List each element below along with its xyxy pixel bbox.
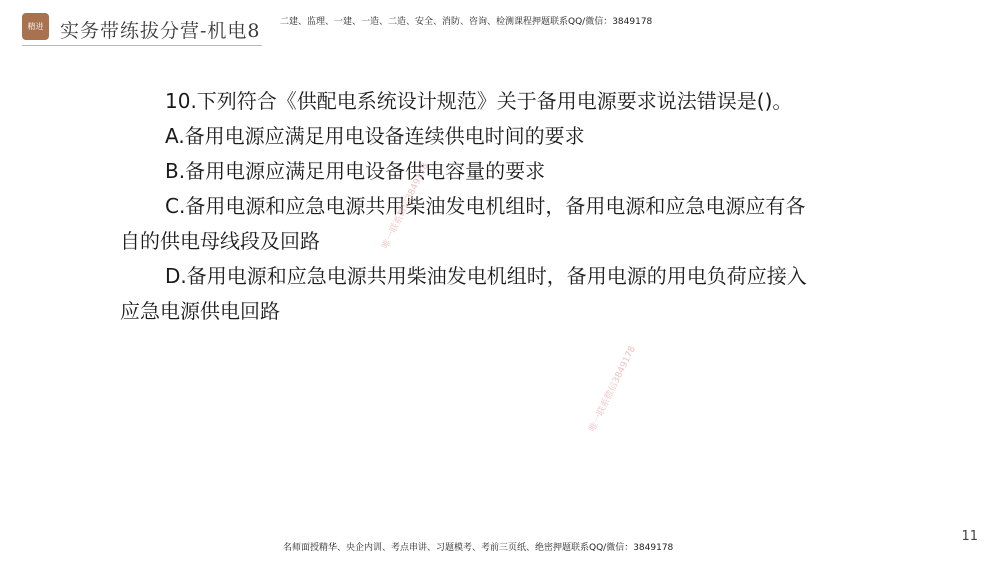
option-a: A.备用电源应满足用电设备连续供电时间的要求: [165, 124, 585, 148]
option-d: D.备用电源和应急电源共用柴油发电机组时，备用电源的用电负荷应接入应急电源供电回路: [120, 264, 807, 323]
course-title: 实务带练拔分营-机电8: [60, 20, 261, 42]
option-b: B.备用电源应满足用电设备供电容量的要求: [165, 159, 546, 183]
option-c: C.备用电源和应急电源共用柴油发电机组时，备用电源和应急电源应有各自的供电母线段及回路: [120, 194, 806, 253]
title-divider: [22, 45, 262, 46]
watermark-text: 唯一联系微信3849178: [380, 161, 431, 251]
top-contact-banner: 二建、监理、一建、一造、二造、安全、消防、咨询、检测课程押题联系QQ/微信：3849178: [280, 17, 653, 27]
watermark-text: 唯一联系微信3849178: [587, 344, 638, 434]
question-block: [120, 84, 820, 329]
brand-logo: 精进: [22, 13, 49, 40]
page-number: 11: [961, 529, 978, 544]
question-stem: 10.下列符合《供配电系统设计规范》关于备用电源要求说法错误是()。: [165, 89, 793, 113]
bottom-contact-banner: 名师面授精华、央企内训、考点串讲、习题模考、考前三页纸、绝密押题联系QQ/微信：3849178: [283, 543, 674, 553]
